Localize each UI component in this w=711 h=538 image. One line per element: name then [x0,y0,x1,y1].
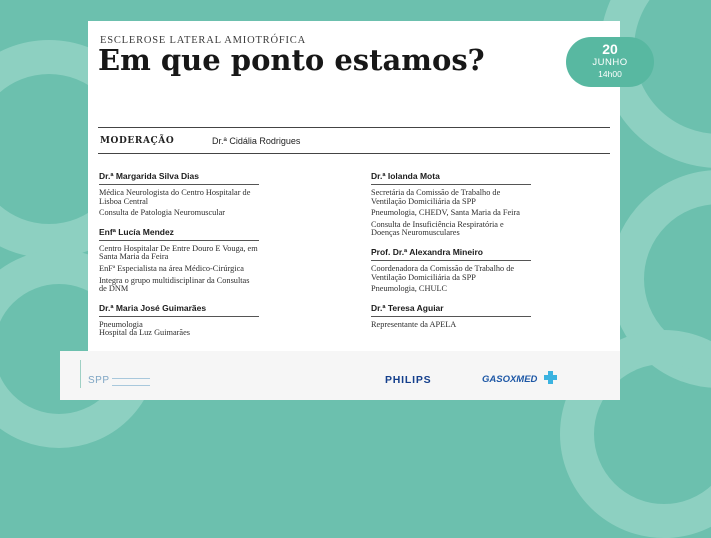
speaker-affiliation: Representante da APELA [371,319,457,329]
philips-logo: PHILIPS [385,374,432,386]
speaker-affiliation: Integra o grupo multidisciplinar da Consultas de DNM [99,275,250,294]
date-day: 20 [602,41,618,57]
speaker-affiliation: Pneumologia, CHEDV, Santa Maria da Feira [371,208,520,218]
date-time: 14h00 [598,69,622,79]
speaker-affiliation: Secretária da Comissão de Trabalho de Ventilação Domiciliária da SPP [371,188,501,206]
spp-logo-mark [80,360,81,388]
plus-icon [544,371,557,384]
moderator-name: Dr.ª Cidália Rodrigues [212,136,301,146]
speaker-block [99,171,259,218]
speaker-affiliation: Consulta de Patologia Neuromuscular [99,208,226,218]
speakers-left-column [99,171,259,347]
speaker-affiliation: Coordenadora da Comissão de Trabalho de Ventilação Domiciliária da SPP [371,263,515,282]
poster-card [88,21,620,351]
speaker-name: Prof. Dr.ª Alexandra Mineiro [371,247,531,261]
speaker-name: Dr.ª Teresa Aguiar [371,303,531,317]
spp-logo: SPP [88,375,110,386]
speaker-affiliation: Centro Hospitalar De Entre Douro E Vouga, em Santa Maria da Feira [99,243,258,262]
speaker-block [371,303,531,330]
speaker-block [371,247,531,294]
date-month: JUNHO [592,57,628,68]
gasoxmed-logo: GASOXMED [482,374,538,385]
speaker-name: Dr.ª Iolanda Mota [371,171,531,185]
speaker-affiliation: EnFª Especialista na área Médico-Cirúrgica [99,263,244,273]
speaker-affiliation: Pneumologia, CHULC [371,284,448,294]
speaker-name: Dr.ª Maria José Guimarães [99,303,259,317]
page-title: Em que ponto estamos? [98,43,485,77]
speaker-block [99,227,259,294]
speaker-block [371,171,531,238]
speaker-name: Enfª Lucía Mendez [99,227,259,241]
date-badge [566,37,654,87]
spp-logo-subtitle [112,378,150,386]
speaker-affiliation: Médica Neurologista do Centro Hospitalar de Lisboa Central [99,188,251,206]
divider [98,127,610,128]
speakers-right-column [371,171,531,338]
speaker-affiliation: Consulta de Insuficiência Respiratória e Doenças Neuromusculares [371,219,504,238]
divider [98,153,610,154]
speaker-name: Dr.ª Margarida Silva Dias [99,171,259,185]
moderation-label: MODERAÇÃO [100,136,175,146]
speaker-block [99,303,259,338]
kicker-text: ESCLEROSE LATERAL AMIOTRÓFICA [100,35,306,46]
speaker-affiliation: Pneumologia Hospital da Luz Guimarães [99,319,191,338]
